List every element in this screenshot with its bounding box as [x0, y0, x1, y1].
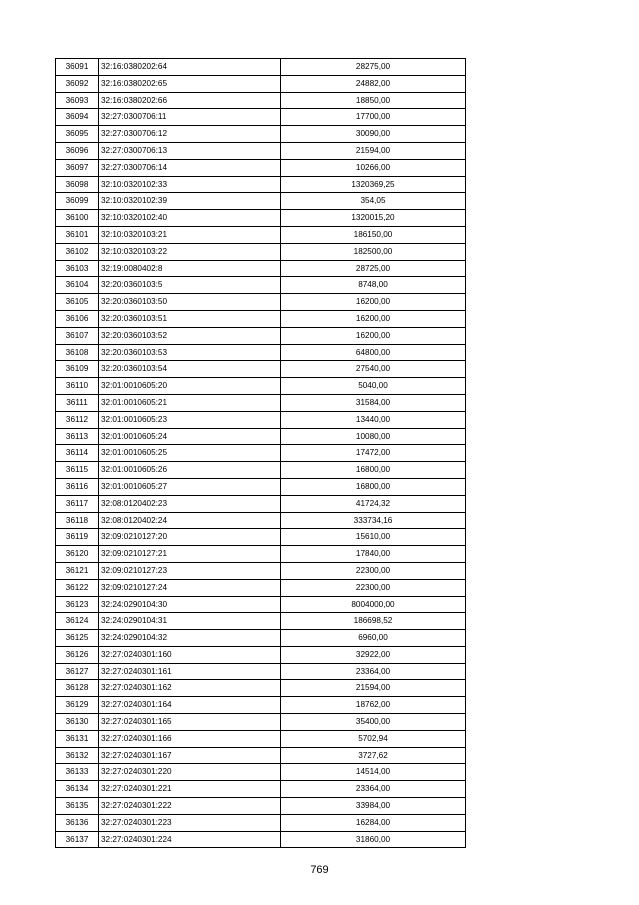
cadastral-number-cell: 32:20:0360103:51 [99, 310, 281, 327]
cadastral-number-cell: 32:27:0240301:160 [99, 646, 281, 663]
row-id-cell: 36100 [56, 210, 99, 227]
cadastral-number-cell: 32:01:0010605:24 [99, 428, 281, 445]
table-row [56, 327, 466, 344]
cadastral-number-cell: 32:27:0240301:224 [99, 831, 281, 848]
table-row [56, 546, 466, 563]
row-id-cell: 36095 [56, 126, 99, 143]
cadastral-number-cell: 32:27:0240301:223 [99, 814, 281, 831]
table-row [56, 378, 466, 395]
table-row [56, 462, 466, 479]
value-cell: 186150,00 [281, 226, 466, 243]
value-cell: 333734,16 [281, 512, 466, 529]
cadastral-number-cell: 32:01:0010605:26 [99, 462, 281, 479]
table-row [56, 646, 466, 663]
value-cell: 5040,00 [281, 378, 466, 395]
row-id-cell: 36097 [56, 159, 99, 176]
table-row [56, 75, 466, 92]
table-row [56, 714, 466, 731]
value-cell: 16800,00 [281, 478, 466, 495]
row-id-cell: 36107 [56, 327, 99, 344]
row-id-cell: 36103 [56, 260, 99, 277]
value-cell: 10080,00 [281, 428, 466, 445]
table-row [56, 243, 466, 260]
row-id-cell: 36102 [56, 243, 99, 260]
value-cell: 16800,00 [281, 462, 466, 479]
row-id-cell: 36132 [56, 747, 99, 764]
value-cell: 28725,00 [281, 260, 466, 277]
value-cell: 33984,00 [281, 798, 466, 815]
value-cell: 186698,52 [281, 613, 466, 630]
cadastral-number-cell: 32:09:0210127:24 [99, 579, 281, 596]
row-id-cell: 36094 [56, 109, 99, 126]
table-row [56, 512, 466, 529]
value-cell: 21594,00 [281, 680, 466, 697]
value-cell: 17840,00 [281, 546, 466, 563]
cadastral-number-cell: 32:09:0210127:20 [99, 529, 281, 546]
table-row [56, 730, 466, 747]
value-cell: 14514,00 [281, 764, 466, 781]
row-id-cell: 36125 [56, 630, 99, 647]
table-row [56, 562, 466, 579]
value-cell: 1320369,25 [281, 176, 466, 193]
value-cell: 16200,00 [281, 310, 466, 327]
row-id-cell: 36109 [56, 361, 99, 378]
row-id-cell: 36128 [56, 680, 99, 697]
table-row [56, 613, 466, 630]
table-row [56, 361, 466, 378]
table-row [56, 630, 466, 647]
row-id-cell: 36111 [56, 394, 99, 411]
value-cell: 354,05 [281, 193, 466, 210]
row-id-cell: 36121 [56, 562, 99, 579]
table-row [56, 747, 466, 764]
row-id-cell: 36126 [56, 646, 99, 663]
table-row [56, 781, 466, 798]
value-cell: 17700,00 [281, 109, 466, 126]
cadastral-number-cell: 32:27:0300706:14 [99, 159, 281, 176]
cadastral-number-cell: 32:24:0290104:30 [99, 596, 281, 613]
table-row [56, 814, 466, 831]
page-number: 769 [310, 864, 329, 876]
value-cell: 18850,00 [281, 92, 466, 109]
cadastral-number-cell: 32:27:0240301:165 [99, 714, 281, 731]
cadastral-number-cell: 32:10:0320102:39 [99, 193, 281, 210]
row-id-cell: 36105 [56, 294, 99, 311]
row-id-cell: 36096 [56, 142, 99, 159]
cadastral-number-cell: 32:09:0210127:21 [99, 546, 281, 563]
value-cell: 35400,00 [281, 714, 466, 731]
table-row [56, 478, 466, 495]
value-cell: 22300,00 [281, 579, 466, 596]
cadastral-number-cell: 32:27:0240301:221 [99, 781, 281, 798]
row-id-cell: 36118 [56, 512, 99, 529]
cadastral-number-cell: 32:01:0010605:21 [99, 394, 281, 411]
row-id-cell: 36131 [56, 730, 99, 747]
records-table [55, 58, 466, 848]
cadastral-number-cell: 32:16:0380202:65 [99, 75, 281, 92]
row-id-cell: 36092 [56, 75, 99, 92]
cadastral-number-cell: 32:09:0210127:23 [99, 562, 281, 579]
cadastral-number-cell: 32:01:0010605:20 [99, 378, 281, 395]
table-row [56, 697, 466, 714]
cadastral-number-cell: 32:10:0320103:22 [99, 243, 281, 260]
cadastral-number-cell: 32:27:0240301:162 [99, 680, 281, 697]
table-row [56, 193, 466, 210]
table-row [56, 109, 466, 126]
value-cell: 23364,00 [281, 663, 466, 680]
row-id-cell: 36098 [56, 176, 99, 193]
row-id-cell: 36114 [56, 445, 99, 462]
value-cell: 13440,00 [281, 411, 466, 428]
row-id-cell: 36123 [56, 596, 99, 613]
table-row [56, 663, 466, 680]
table-row [56, 596, 466, 613]
value-cell: 22300,00 [281, 562, 466, 579]
table-row [56, 680, 466, 697]
table-row [56, 445, 466, 462]
cadastral-number-cell: 32:27:0300706:12 [99, 126, 281, 143]
value-cell: 64800,00 [281, 344, 466, 361]
value-cell: 182500,00 [281, 243, 466, 260]
value-cell: 31584,00 [281, 394, 466, 411]
row-id-cell: 36136 [56, 814, 99, 831]
row-id-cell: 36101 [56, 226, 99, 243]
table-row [56, 579, 466, 596]
value-cell: 32922,00 [281, 646, 466, 663]
cadastral-number-cell: 32:27:0300706:11 [99, 109, 281, 126]
value-cell: 8004000,00 [281, 596, 466, 613]
table-row [56, 142, 466, 159]
row-id-cell: 36115 [56, 462, 99, 479]
cadastral-number-cell: 32:19:0080402:8 [99, 260, 281, 277]
value-cell: 8748,00 [281, 277, 466, 294]
table-row [56, 428, 466, 445]
table-row [56, 764, 466, 781]
row-id-cell: 36122 [56, 579, 99, 596]
row-id-cell: 36119 [56, 529, 99, 546]
cadastral-number-cell: 32:16:0380202:66 [99, 92, 281, 109]
cadastral-number-cell: 32:27:0240301:166 [99, 730, 281, 747]
row-id-cell: 36099 [56, 193, 99, 210]
table-row [56, 310, 466, 327]
cadastral-number-cell: 32:20:0360103:50 [99, 294, 281, 311]
table-row [56, 226, 466, 243]
table-row [56, 277, 466, 294]
table-row [56, 495, 466, 512]
value-cell: 10266,00 [281, 159, 466, 176]
cadastral-number-cell: 32:27:0240301:220 [99, 764, 281, 781]
table-row [56, 529, 466, 546]
cadastral-number-cell: 32:10:0320103:21 [99, 226, 281, 243]
row-id-cell: 36104 [56, 277, 99, 294]
cadastral-number-cell: 32:10:0320102:40 [99, 210, 281, 227]
value-cell: 1320015,20 [281, 210, 466, 227]
cadastral-number-cell: 32:27:0240301:164 [99, 697, 281, 714]
row-id-cell: 36124 [56, 613, 99, 630]
value-cell: 6960,00 [281, 630, 466, 647]
row-id-cell: 36135 [56, 798, 99, 815]
table-row [56, 260, 466, 277]
value-cell: 15610,00 [281, 529, 466, 546]
value-cell: 16200,00 [281, 327, 466, 344]
value-cell: 3727,62 [281, 747, 466, 764]
cadastral-number-cell: 32:20:0360103:52 [99, 327, 281, 344]
cadastral-number-cell: 32:01:0010605:25 [99, 445, 281, 462]
cadastral-number-cell: 32:27:0240301:167 [99, 747, 281, 764]
table-row [56, 411, 466, 428]
row-id-cell: 36110 [56, 378, 99, 395]
table-row [56, 831, 466, 848]
table-row [56, 344, 466, 361]
value-cell: 5702,94 [281, 730, 466, 747]
table-row [56, 59, 466, 76]
row-id-cell: 36120 [56, 546, 99, 563]
row-id-cell: 36113 [56, 428, 99, 445]
value-cell: 28275,00 [281, 59, 466, 76]
value-cell: 18762,00 [281, 697, 466, 714]
row-id-cell: 36117 [56, 495, 99, 512]
row-id-cell: 36133 [56, 764, 99, 781]
cadastral-number-cell: 32:24:0290104:32 [99, 630, 281, 647]
cadastral-number-cell: 32:20:0360103:53 [99, 344, 281, 361]
value-cell: 30090,00 [281, 126, 466, 143]
cadastral-number-cell: 32:01:0010605:23 [99, 411, 281, 428]
cadastral-number-cell: 32:08:0120402:24 [99, 512, 281, 529]
cadastral-number-cell: 32:27:0240301:222 [99, 798, 281, 815]
value-cell: 23364,00 [281, 781, 466, 798]
cadastral-number-cell: 32:20:0360103:5 [99, 277, 281, 294]
row-id-cell: 36137 [56, 831, 99, 848]
table-row [56, 394, 466, 411]
row-id-cell: 36134 [56, 781, 99, 798]
value-cell: 41724,32 [281, 495, 466, 512]
value-cell: 27540,00 [281, 361, 466, 378]
cadastral-number-cell: 32:08:0120402:23 [99, 495, 281, 512]
row-id-cell: 36106 [56, 310, 99, 327]
cadastral-number-cell: 32:27:0300706:13 [99, 142, 281, 159]
cadastral-number-cell: 32:10:0320102:33 [99, 176, 281, 193]
value-cell: 16284,00 [281, 814, 466, 831]
table-row [56, 92, 466, 109]
value-cell: 21594,00 [281, 142, 466, 159]
table-row [56, 126, 466, 143]
records-table-body [56, 59, 466, 848]
value-cell: 17472,00 [281, 445, 466, 462]
value-cell: 24882,00 [281, 75, 466, 92]
value-cell: 31860,00 [281, 831, 466, 848]
row-id-cell: 36112 [56, 411, 99, 428]
cadastral-number-cell: 32:24:0290104:31 [99, 613, 281, 630]
cadastral-number-cell: 32:01:0010605:27 [99, 478, 281, 495]
row-id-cell: 36091 [56, 59, 99, 76]
table-row [56, 294, 466, 311]
row-id-cell: 36127 [56, 663, 99, 680]
cadastral-number-cell: 32:20:0360103:54 [99, 361, 281, 378]
cadastral-number-cell: 32:16:0380202:64 [99, 59, 281, 76]
table-row [56, 210, 466, 227]
row-id-cell: 36093 [56, 92, 99, 109]
table-row [56, 159, 466, 176]
row-id-cell: 36130 [56, 714, 99, 731]
table-row [56, 176, 466, 193]
row-id-cell: 36129 [56, 697, 99, 714]
row-id-cell: 36116 [56, 478, 99, 495]
table-row [56, 798, 466, 815]
value-cell: 16200,00 [281, 294, 466, 311]
cadastral-number-cell: 32:27:0240301:161 [99, 663, 281, 680]
row-id-cell: 36108 [56, 344, 99, 361]
